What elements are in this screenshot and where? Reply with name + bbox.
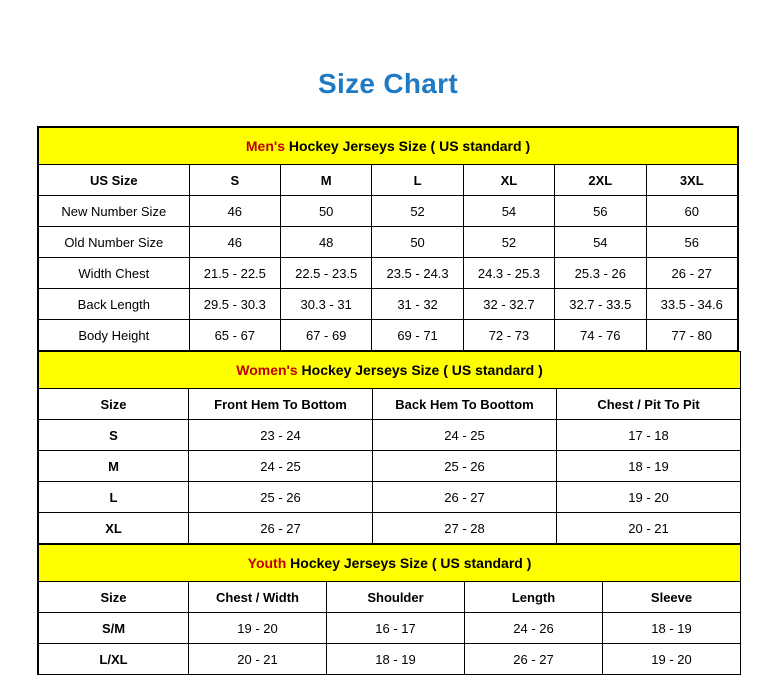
- mens-col-1: S: [189, 165, 280, 196]
- mens-row-3-val-5: 33.5 - 34.6: [646, 289, 738, 320]
- mens-row-0-val-3: 54: [463, 196, 554, 227]
- mens-section-header: [39, 128, 738, 165]
- womens-col-2: Back Hem To Boottom: [373, 389, 557, 420]
- womens-row-0-val-0: 23 - 24: [189, 420, 373, 451]
- youth-col-0: Size: [39, 582, 189, 613]
- mens-row-2-val-2: 23.5 - 24.3: [372, 258, 463, 289]
- youth-row-0-val-1: 16 - 17: [327, 613, 465, 644]
- womens-section-header-cell: [39, 352, 741, 389]
- youth-row-1-label: L/XL: [39, 644, 189, 675]
- page-title: Size Chart: [318, 68, 458, 99]
- youth-row-0-val-2: 24 - 26: [465, 613, 603, 644]
- womens-row-3-val-0: 26 - 27: [189, 513, 373, 544]
- mens-column-header-row: [39, 165, 738, 196]
- womens-col-3: Chest / Pit To Pit: [557, 389, 741, 420]
- youth-size-table: [38, 544, 741, 675]
- mens-row-0-label: New Number Size: [39, 196, 190, 227]
- youth-col-2: Shoulder: [327, 582, 465, 613]
- mens-row-1-val-1: 48: [281, 227, 372, 258]
- youth-column-header-row: [39, 582, 741, 613]
- womens-row-2-label: L: [39, 482, 189, 513]
- table-row: [39, 227, 738, 258]
- youth-section-header: [39, 545, 741, 582]
- mens-row-3-val-1: 30.3 - 31: [281, 289, 372, 320]
- youth-header-rest: Hockey Jerseys Size ( US standard ): [286, 555, 532, 571]
- youth-col-3: Length: [465, 582, 603, 613]
- mens-row-3-label: Back Length: [39, 289, 190, 320]
- womens-col-0: Size: [39, 389, 189, 420]
- womens-row-1-val-1: 25 - 26: [373, 451, 557, 482]
- mens-row-1-val-4: 54: [555, 227, 646, 258]
- womens-size-table: [38, 351, 741, 544]
- mens-row-4-val-0: 65 - 67: [189, 320, 280, 351]
- mens-row-1-val-2: 50: [372, 227, 463, 258]
- youth-col-4: Sleeve: [603, 582, 741, 613]
- mens-row-3-val-3: 32 - 32.7: [463, 289, 554, 320]
- youth-row-0-val-0: 19 - 20: [189, 613, 327, 644]
- mens-section-header-cell: [39, 128, 738, 165]
- table-row: [39, 513, 741, 544]
- mens-header-rest: Hockey Jerseys Size ( US standard ): [285, 138, 531, 154]
- mens-col-5: 2XL: [555, 165, 646, 196]
- womens-column-header-row: [39, 389, 741, 420]
- mens-row-4-val-3: 72 - 73: [463, 320, 554, 351]
- womens-row-1-val-2: 18 - 19: [557, 451, 741, 482]
- womens-row-1-label: M: [39, 451, 189, 482]
- mens-col-2: M: [281, 165, 372, 196]
- womens-row-3-label: XL: [39, 513, 189, 544]
- table-row: [39, 258, 738, 289]
- womens-row-0-val-2: 17 - 18: [557, 420, 741, 451]
- mens-row-2-label: Width Chest: [39, 258, 190, 289]
- womens-header-rest: Hockey Jerseys Size ( US standard ): [297, 362, 543, 378]
- youth-section-header-cell: [39, 545, 741, 582]
- mens-row-4-val-1: 67 - 69: [281, 320, 372, 351]
- mens-row-1-label: Old Number Size: [39, 227, 190, 258]
- mens-row-0-val-2: 52: [372, 196, 463, 227]
- womens-row-0-label: S: [39, 420, 189, 451]
- youth-row-1-val-1: 18 - 19: [327, 644, 465, 675]
- womens-row-3-val-2: 20 - 21: [557, 513, 741, 544]
- mens-row-1-val-0: 46: [189, 227, 280, 258]
- mens-row-2-val-5: 26 - 27: [646, 258, 738, 289]
- table-row: [39, 289, 738, 320]
- table-row: [39, 482, 741, 513]
- mens-row-4-val-2: 69 - 71: [372, 320, 463, 351]
- mens-header-accent: Men's: [245, 138, 285, 154]
- mens-col-6: 3XL: [646, 165, 738, 196]
- womens-col-1: Front Hem To Bottom: [189, 389, 373, 420]
- mens-row-0-val-4: 56: [555, 196, 646, 227]
- womens-row-1-val-0: 24 - 25: [189, 451, 373, 482]
- mens-row-0-val-5: 60: [646, 196, 738, 227]
- mens-row-3-val-4: 32.7 - 33.5: [555, 289, 646, 320]
- youth-header-accent: Youth: [247, 555, 287, 571]
- womens-section-header: [39, 352, 741, 389]
- womens-header-accent: Women's: [236, 362, 298, 378]
- table-row: [39, 613, 741, 644]
- table-row: [39, 644, 741, 675]
- size-tables: [37, 126, 739, 675]
- mens-row-4-val-4: 74 - 76: [555, 320, 646, 351]
- womens-row-2-val-2: 19 - 20: [557, 482, 741, 513]
- mens-row-0-val-0: 46: [189, 196, 280, 227]
- mens-row-3-val-2: 31 - 32: [372, 289, 463, 320]
- mens-row-1-val-5: 56: [646, 227, 738, 258]
- womens-row-0-val-1: 24 - 25: [373, 420, 557, 451]
- mens-row-4-val-5: 77 - 80: [646, 320, 738, 351]
- mens-size-table: [38, 127, 738, 351]
- mens-col-0: US Size: [39, 165, 190, 196]
- youth-col-1: Chest / Width: [189, 582, 327, 613]
- mens-row-2-val-0: 21.5 - 22.5: [189, 258, 280, 289]
- mens-row-2-val-3: 24.3 - 25.3: [463, 258, 554, 289]
- table-row: [39, 420, 741, 451]
- womens-row-2-val-0: 25 - 26: [189, 482, 373, 513]
- mens-row-4-label: Body Height: [39, 320, 190, 351]
- mens-row-2-val-1: 22.5 - 23.5: [281, 258, 372, 289]
- mens-col-3: L: [372, 165, 463, 196]
- table-row: [39, 320, 738, 351]
- mens-row-3-val-0: 29.5 - 30.3: [189, 289, 280, 320]
- youth-row-1-val-0: 20 - 21: [189, 644, 327, 675]
- table-row: [39, 451, 741, 482]
- youth-row-1-val-3: 19 - 20: [603, 644, 741, 675]
- youth-row-0-label: S/M: [39, 613, 189, 644]
- table-row: [39, 196, 738, 227]
- womens-row-2-val-1: 26 - 27: [373, 482, 557, 513]
- mens-col-4: XL: [463, 165, 554, 196]
- mens-row-0-val-1: 50: [281, 196, 372, 227]
- womens-row-3-val-1: 27 - 28: [373, 513, 557, 544]
- youth-row-0-val-3: 18 - 19: [603, 613, 741, 644]
- mens-row-2-val-4: 25.3 - 26: [555, 258, 646, 289]
- youth-row-1-val-2: 26 - 27: [465, 644, 603, 675]
- mens-row-1-val-3: 52: [463, 227, 554, 258]
